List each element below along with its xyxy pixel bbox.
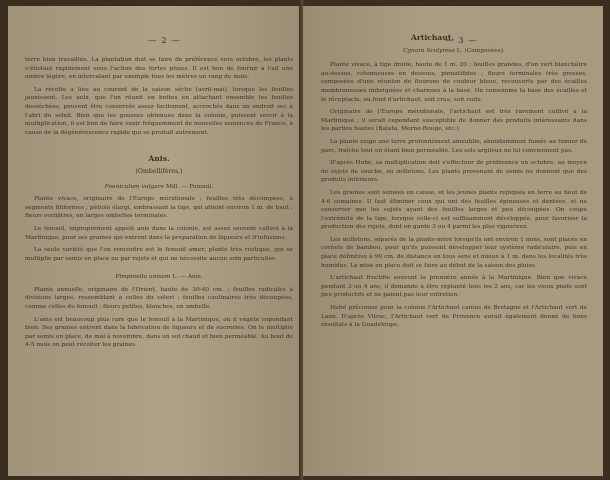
species-heading-cynara (321, 47, 587, 56)
section-title-artichaut: Artichaut. (411, 33, 455, 42)
page-number-left: — 2 — (148, 36, 181, 46)
paragraph: Hubé préconise pour la colonie l'Artichaut camus de Bretagne et l'Artichaut vert de Laon. D'après Vitrac, l'Artichaut vert de Provence aurait également donné de bons résultats à la Guadeloupe. (321, 305, 587, 329)
right-page-text (321, 34, 587, 334)
paragraph: La seule variété que l'on rencontre est le fenouil amer; plante très rustique, qui se multiplie par semis en place ou par rejets et qui ne nécessite aucun soin particulier. (25, 247, 293, 262)
left-page-text (25, 56, 293, 354)
paragraph: La plante exige une terre profondément ameublie, abondamment fumée au fumier de parc, fraîche tout en étant bien perméable. Les sols argileux ne lui conviennent pas. (321, 138, 587, 154)
paragraph: Plante vivace, à tige droite, haute de 1 m. 20 ; feuilles grandes, d'un vert blanchâtre au-dessus, cotonneuses en dessous, pinnatifides ; fleurs terminales très grosses, composées d'une réunion de fleurons de couleur bleue, recouverts par des écailles membraneuses imbriquées et charnues à la base. On consomme la base des écailles et le réceptacle, ou fond d'artichaut, soit crus, soit cuits. (321, 62, 587, 103)
species-latin-name: Pimpinella anisum (115, 274, 171, 281)
species-author: Mill. — Fenouil. (165, 183, 214, 190)
species-heading-pimpinella (25, 273, 293, 282)
paragraph: Le fenouil, improprement appelé anis dans la colonie, est assez souvent cultivé à la Martinique, pour ses graines qui entrent dans la préparation de liqueurs et d'infusions. (25, 225, 293, 241)
paragraph: La récolte a lieu au courant de la saison sèche (avril-mai), lorsque les feuilles jaunissent. Les aulx, que l'on réunit en bottes en attachant ensemble les feuilles desséchées, peuvent être conservés assez facilement, accrochés dans un endroit sec à l'abri du soleil. Bien que les gousses obtenues dans la colonie, puissent servir à la multiplication, il est bon de faire venir fréquemment de nouvelles semences de France, à cause de la dégénérescence rapide qui se produit autrement. (25, 86, 293, 136)
right-page (303, 6, 603, 476)
left-page (8, 6, 301, 476)
section-title-anis: Anis. (148, 154, 170, 164)
paragraph: Les œilletons, séparés de la plante-mère lorsqu'ils ont environ 1 mois, sont placés en cornets de bambou, pour qu'ils puissent développer leur système radiculaire, puis en place définitive à 90 cm. de distance en tous sens et mieux à 1 m. dans les localités très humides. La mise en place doit se faire au début de la saison des pluies. (321, 236, 587, 269)
species-author: L. — Anis. (172, 274, 203, 281)
page-number-right: — 3 — (445, 36, 478, 46)
species-author: L. (Composées). (456, 47, 505, 54)
paragraph: D'après Hubé, sa multiplication doit s'effectuer de préférence en octobre, au moyen de rejets de souche, ou œilletons. Les plants provenant de semis ne donnent que des produits inférieurs. (321, 160, 587, 184)
species-latin-name: Cynara Scolymus (403, 47, 455, 54)
paragraph: Les graines sont semées en caisse, et les jeunes plants repiqués en terre au bout de 4-6 semaines. Il faut éliminer ceux qui ont des feuilles épineuses et dentées, et ne conserver que les sujets ayant des feuilles larges et peu découpées. On coupe l'extrémité de la tige, lorsque celle-ci est suffisamment développée, pour favoriser la production des rejets, dont on garde 3 ou 4 parmi les plus vigoureux. (321, 189, 587, 231)
species-heading-fenouil (25, 183, 293, 192)
paragraph: Plante vivace, originaire de l'Europe méridionale ; feuilles très décompées, à segments filiformes ; pétiole élargi, embrassant la tige, qui atteint environ 1 m. de haut ; fleurs verdâtres, en larges ombelles terminales. (25, 196, 293, 220)
section-family-anis: (Ombellifères.) (135, 167, 183, 175)
paragraph: L'artichaut fructifie souvent la première année à la Martinique. Bien que vivace pendant 3 ou 4 ans, il demande à être replanté tous les 2 ans, car les vieux pieds sont peu productifs et ne paient pas leur entretien. (321, 275, 587, 299)
species-latin-name: Foeniculum vulgare (104, 183, 165, 190)
paragraph: terre bien travaillée. La plantation doit se faire de préférence vers octobre, les plants s'étiolant rapidement sous l'action des fortes pluies. Il est bon de fournir à l'ail une ombre légère, en intercalant par exemple tous les mètres un rang de maïs. (25, 57, 293, 81)
paragraph: Plante annuelle, originaire de l'Orient, haute de 30-40 cm. ; feuilles radicales à divisions larges, ressemblant à celles du céleri ; feuilles caulinaires très découpées, comme celles du fenouil ; fleurs petites, blanches, en ombelle. (25, 286, 293, 311)
paragraph: Originaire de l'Europe méridionale, l'artichaut est très rarement cultivé à la Martinique ; il serait cependant susceptible de donner des produits intéressants dans les parties hautes (Balata, Morne-Rouge, etc.). (321, 109, 587, 133)
paragraph: L'anis est beaucoup plus rare que le fenouil à la Martinique, où il végète cependant bien. Ses graines entrent dans la fabrication de liqueurs et de sucreries. On le multiplie par semis en place, de mai à novembre, dans un sol chaud et bien perméable. Au bout de 4-5 mois on peut récolter les graines. (25, 316, 293, 349)
